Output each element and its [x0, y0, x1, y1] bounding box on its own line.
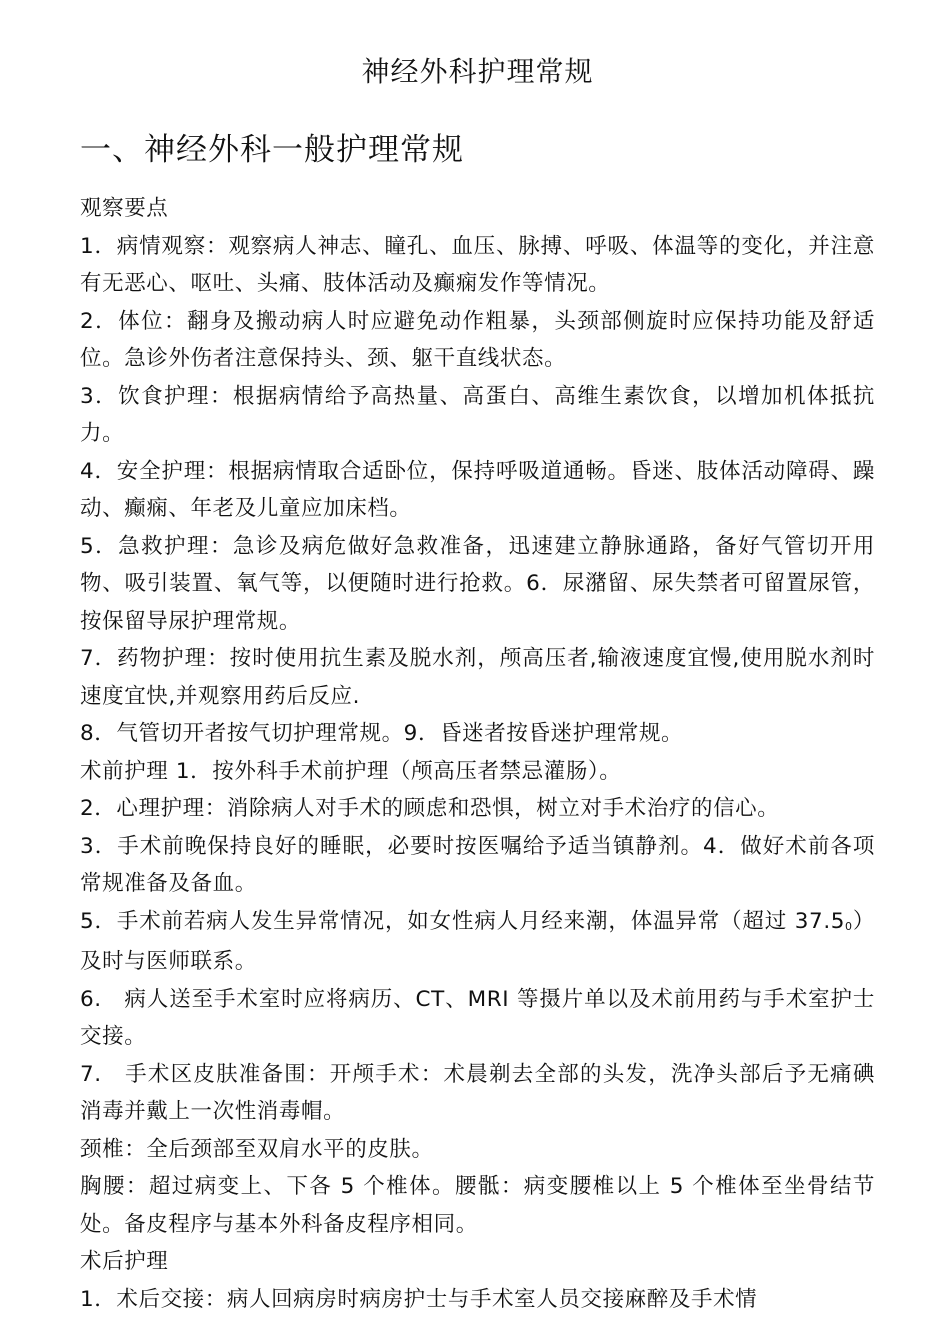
paragraph-medication-care: 7．药物护理：按时使用抗生素及脱水剂，颅高压者,输液速度宜慢,使用脱水剂时速度宜快,并观察用药后反应. — [80, 646, 875, 709]
paragraph-emergency-care: 5．急救护理：急诊及病危做好急救准备，迅速建立静脉通路，备好气管切开用物、吸引装置、氧气等，以便随时进行抢救。6．尿潴留、尿失禁者可留置尿管，按保留导尿护理常规。 — [80, 533, 875, 634]
paragraph-thoracolumbar: 胸腰：超过病变上、下各 5 个椎体。腰骶：病变腰椎以上 5 个椎体至坐骨结节处。备皮程序与基本外科备皮程序相同。 — [80, 1174, 875, 1237]
paragraph-diet-care: 3．饮食护理：根据病情给予高热量、高蛋白、高维生素饮食，以增加机体抵抗力。 — [80, 383, 875, 446]
subheading-postop-care: 术后护理 — [80, 1249, 169, 1274]
paragraph-skin-preparation: 7. 手术区皮肤准备围：开颅手术：术晨剃去全部的头发，洗净头部后予无痛碘消毒并戴上一次性消毒帽。 — [80, 1061, 875, 1124]
document-title: 神经外科护理常规 — [361, 55, 594, 88]
paragraph-transfer-handover: 6. 病人送至手术室时应将病历、CT、MRI 等摄片单以及术前用药与手术室护士交接。 — [80, 986, 875, 1049]
document-page — [80, 40, 875, 1318]
paragraph-safety-care: 4．安全护理：根据病情取合适卧位，保持呼吸道通畅。昏迷、肢体活动障碍、躁动、癫痫、年老及儿童应加床档。 — [80, 458, 875, 521]
subheading-observation: 观察要点 — [80, 196, 169, 221]
temperature-text-after: ）及时与医师联系。 — [80, 908, 875, 974]
temperature-subscript: 0 — [845, 919, 853, 933]
paragraph-preop-care: 术前护理 1．按外科手术前护理（颅高压者禁忌灌肠）。 — [80, 758, 622, 784]
paragraph-abnormal-conditions — [80, 903, 875, 981]
paragraph-sleep-preparation: 3．手术前晚保持良好的睡眠，必要时按医嘱给予适当镇静剂。4．做好术前各项常规准备及备血。 — [80, 833, 875, 896]
paragraph-cervical: 颈椎：全后颈部至双肩水平的皮肤。 — [80, 1136, 434, 1162]
paragraph-psychological-care: 2．心理护理：消除病人对手术的顾虑和恐惧，树立对手术治疗的信心。 — [80, 796, 780, 821]
temperature-text-before: 5．手术前若病人发生异常情况，如女性病人月经来潮，体温异常（超过 37.5 — [80, 908, 846, 934]
paragraph-condition-observation: 1．病情观察：观察病人神志、瞳孔、血压、脉搏、呼吸、体温等的变化，并注意有无恶心、呕吐、头痛、肢体活动及癫痫发作等情况。 — [80, 233, 875, 296]
section-heading: 一、神经外科一般护理常规 — [80, 132, 464, 168]
paragraph-postop-handover: 1．术后交接：病人回病房时病房护士与手术室人员交接麻醉及手术情 — [80, 1286, 758, 1312]
paragraph-body-position: 2．体位：翻身及搬动病人时应避免动作粗暴，头颈部侧旋时应保持功能及舒适位。急诊外伤者注意保持头、颈、躯干直线状态。 — [80, 308, 875, 371]
paragraph-tracheotomy-coma: 8．气管切开者按气切护理常规。9．昏迷者按昏迷护理常规。 — [80, 721, 684, 746]
